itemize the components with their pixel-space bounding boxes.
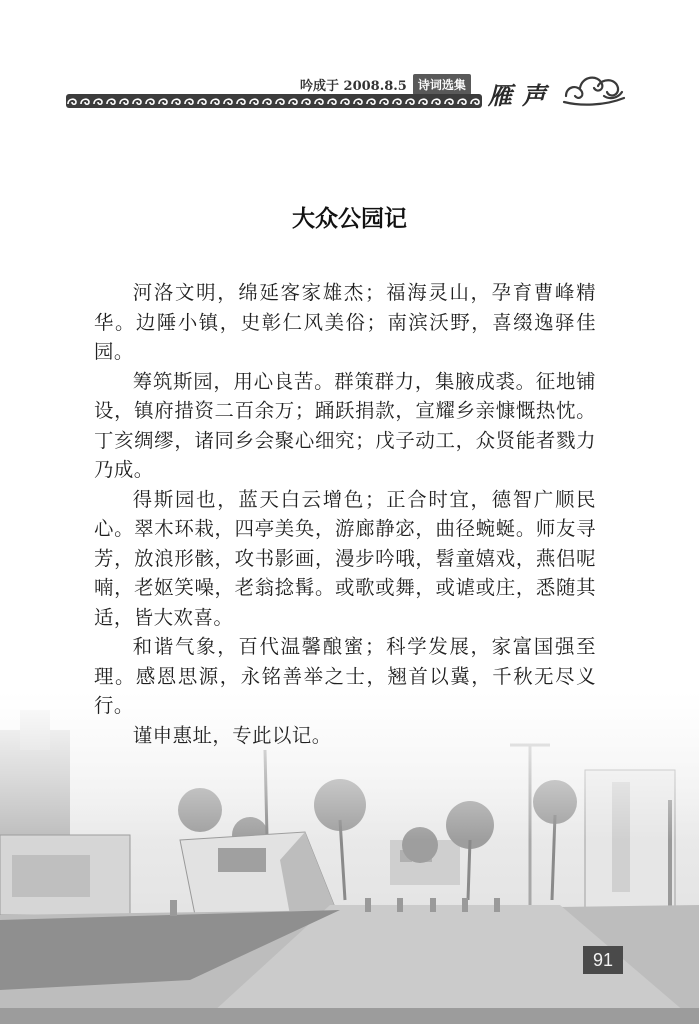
chain-border-icon — [66, 94, 482, 108]
article-body — [94, 278, 596, 750]
paragraph: 得斯园也，蓝天白云增色；正合时宜，德智广顺民心。翠木环栽，四亭美奂，游廊静宓，曲径蜿蜒。师友寻芳，放浪形骸，攻书影画，漫步吟哦，髫童嬉戏，燕侣呢喃，老妪笑噪，老翁捻髯。或歌或舞，或谑或庄，悉随其适，皆大欢喜。 — [94, 487, 596, 629]
paragraph: 谨申惠址，专此以记。 — [132, 723, 332, 747]
page-number: 91 — [583, 946, 623, 974]
paragraph: 筹筑斯园，用心良苦。群策群力，集腋成裘。征地铺设，镇府措资二百余万；踊跃捐款，宣耀乡亲慷慨热忱。丁亥绸缪，诸同乡会聚心细究；戊子动工，众贤能者戮力乃成。 — [94, 369, 596, 481]
paragraph: 和谐气象，百代温馨酿蜜；科学发展，家富国强至理。感恩思源，永铭善举之士，翘首以冀，千秋无尽义行。 — [94, 635, 596, 717]
paragraph: 河洛文明，绵延客家雄杰；福海灵山，孕育曹峰精华。边陲小镇，史彰仁风美俗；南滨沃野，喜缀逸驿佳园。 — [94, 281, 596, 363]
page-title: 大众公园记 — [292, 206, 407, 232]
brand-title: 雁声 — [488, 81, 556, 110]
collection-badge: 诗词选集 — [413, 74, 471, 95]
cloud-scroll-icon — [560, 66, 628, 108]
header-meta — [300, 74, 471, 95]
composition-date: 吟成于 2008.8.5 — [300, 79, 407, 94]
